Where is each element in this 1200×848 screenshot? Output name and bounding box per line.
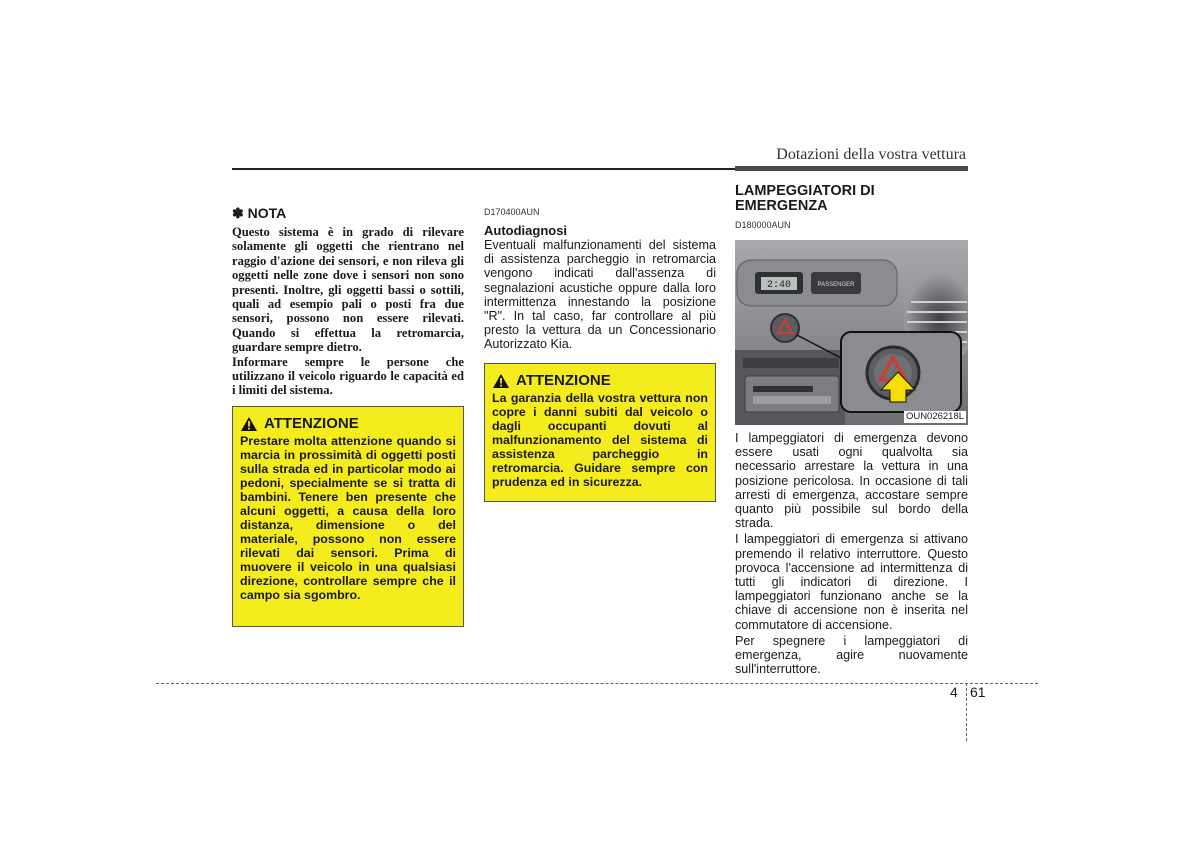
hazard-title: LAMPEGGIATORI DI EMERGENZA xyxy=(735,183,875,214)
autodiagnosi-body: Eventuali malfunzionamenti del sistema di assistenza parcheggio in retromarcia vengono indicati dall'assenza di segnalazioni acustiche oppure dalla loro intermittenza innestando la posizione "R". In tal caso, far controllare al più presto la vettura da un Concessionario Autorizzato Kia. xyxy=(484,238,716,352)
warning-triangle-icon xyxy=(492,373,510,389)
hazard-body xyxy=(735,431,968,678)
header-accent-bar xyxy=(735,166,968,171)
warning-box-warranty xyxy=(484,363,716,502)
hazard-section-heading xyxy=(735,184,968,230)
section-code: D180000AUN xyxy=(735,220,791,230)
nota-paragraph: Informare sempre le persone che utilizzano il veicolo riguardo le capacità ed i limiti del sistema. xyxy=(232,354,464,398)
page-number: 61 xyxy=(970,684,986,700)
autodiagnosi-section xyxy=(484,207,716,352)
chapter-number: 4 xyxy=(950,684,958,700)
autodiagnosi-title: Autodiagnosi xyxy=(484,223,568,238)
nota-paragraph: Questo sistema è in grado di rilevare solamente gli oggetti che rientrano nel raggio d'azione dei sensori, e non rileva gli oggetti nelle zone dove i sensori non sono presenti. Inoltre, gli oggetti bassi o sottili, quali ad esempio pali o posti fra due sensori, possono non essere rilevati. Quando si effettua la retromarcia, guardare sempre dietro. xyxy=(232,225,464,355)
page-number-divider xyxy=(966,683,967,741)
hazard-paragraph: I lampeggiatori di emergenza si attivano premendo il relativo interruttore. Questo provoca l'accensione ad intermittenza di tutti gli indicatori di direzione. I lampeggiatori funzionano anche se la chiave di accensione non è inserita nel commutatore di accensione. xyxy=(735,532,968,632)
nota-body xyxy=(232,225,464,398)
nota-section xyxy=(232,205,464,398)
warning-triangle-icon xyxy=(240,416,258,432)
warning-body: Prestare molta attenzione quando si marcia in prossimità di oggetti posti sulla strada ed in particolar modo ai pedoni, specialmente se si tratta di bambini. Tenere ben presente che alcuni oggetti, a causa della loro distanza, dimensione o del materiale, possono non essere rilevati dai sensori. Prima di muovere il veicolo in una qualsiasi direzione, controllare sempre che il campo sia sgombro. xyxy=(240,434,456,602)
photo-caption: OUN026218L xyxy=(905,411,965,422)
warning-body: La garanzia della vostra vettura non copre i danni subiti dal veicolo o dagli occupanti dovuti al malfunzionamento del sistema di assistenza parcheggio in retromarcia. Guidare sempre con prudenza ed in sicurezza. xyxy=(492,391,708,489)
warning-title: ATTENZIONE xyxy=(516,372,611,389)
warning-title: ATTENZIONE xyxy=(264,415,359,432)
hazard-paragraph: Per spegnere i lampeggiatori di emergenza, agire nuovamente sull'interruttore. xyxy=(735,633,968,677)
hazard-paragraph: I lampeggiatori di emergenza devono essere usati ogni qualvolta sia necessario arrestare la vettura in una posizione pericolosa. In occasione di tali arresti di emergenza, accostare sempre quanto più possibile sul bordo della strada. xyxy=(735,431,968,531)
hazard-switch-photo xyxy=(735,240,968,425)
section-code: D170400AUN xyxy=(484,207,540,217)
section-title: Dotazioni della vostra vettura xyxy=(776,146,966,163)
passenger-airbag-label: PASSENGER xyxy=(817,282,855,288)
dashboard-illustration xyxy=(735,240,968,425)
nota-title: ✽ NOTA xyxy=(232,205,287,221)
warning-box-sensors xyxy=(232,406,464,627)
clock-readout: 2:40 xyxy=(766,280,792,291)
footer-rule xyxy=(156,683,1038,684)
